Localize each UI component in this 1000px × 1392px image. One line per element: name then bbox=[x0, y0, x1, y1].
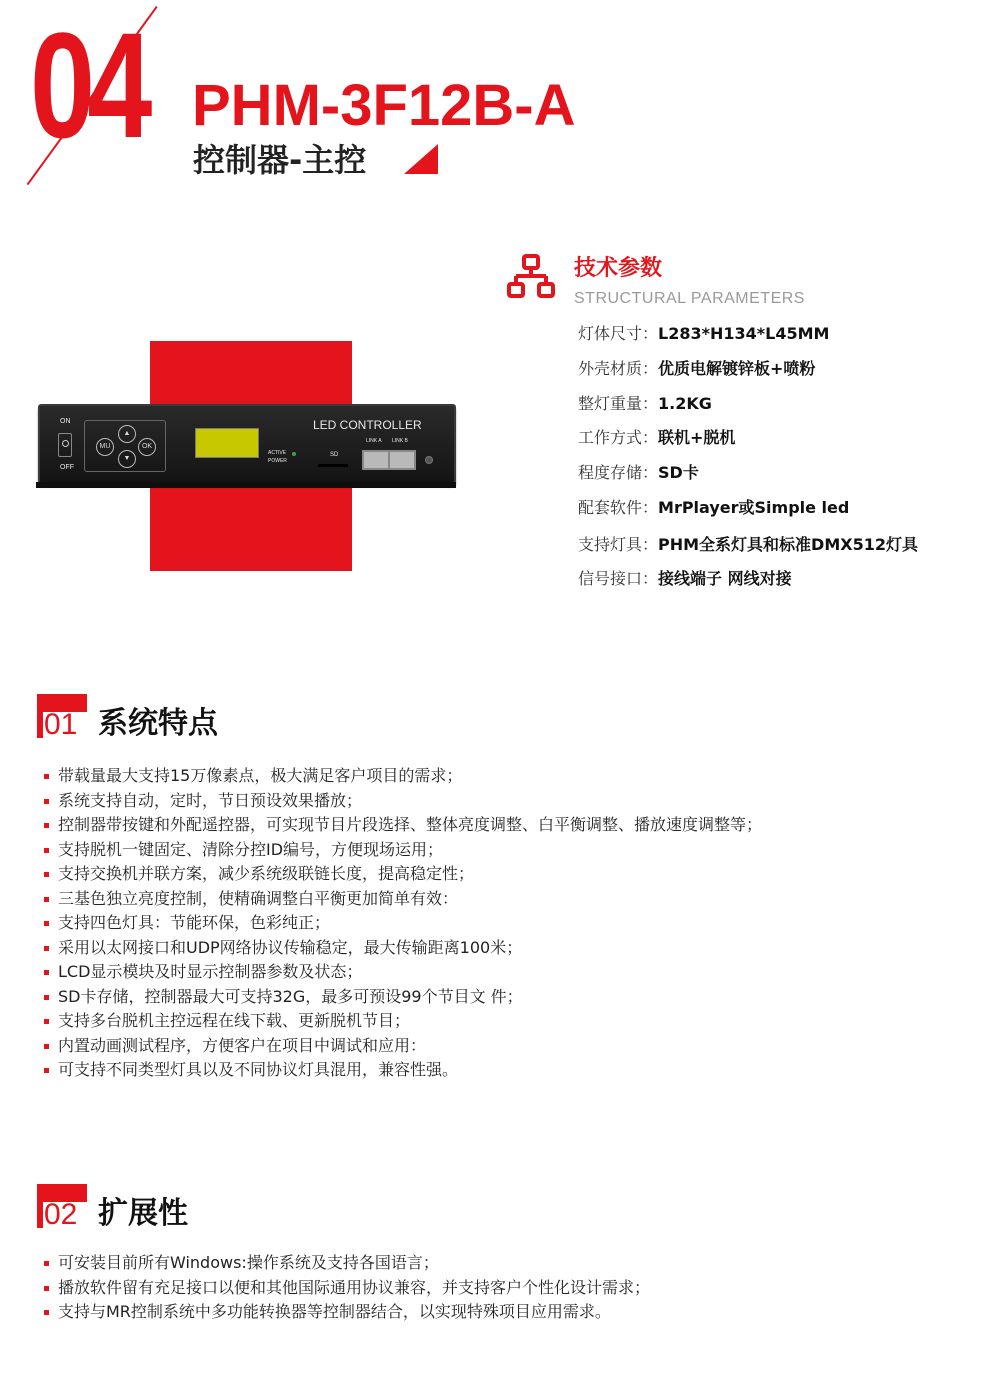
spec-value: MrPlayer或Simple led bbox=[658, 498, 850, 517]
list-item: 可支持不同类型灯具以及不同协议灯具混用，兼容性强。 bbox=[44, 1058, 762, 1083]
extension-list bbox=[44, 1251, 650, 1325]
spec-value: 联机+脱机 bbox=[658, 428, 736, 447]
spec-row bbox=[578, 535, 918, 555]
network-icon bbox=[506, 254, 556, 300]
sd-label: SD bbox=[330, 452, 339, 458]
specs-subtitle: STRUCTURAL PARAMETERS bbox=[574, 290, 805, 307]
list-item: 三基色独立亮度控制，使精确调整白平衡更加简单有效： bbox=[44, 887, 762, 912]
list-item: 支持脱机一键固定、清除分控ID编号，方便现场运用； bbox=[44, 838, 762, 863]
ok-button: OK bbox=[138, 438, 156, 456]
triangle-icon bbox=[404, 144, 438, 174]
spec-row bbox=[578, 498, 849, 518]
spec-row bbox=[578, 359, 815, 379]
list-item: 采用以太网接口和UDP网络协议传输稳定，最大传输距离100米； bbox=[44, 936, 762, 961]
link-a-label: LINK A bbox=[366, 438, 382, 444]
active-label: ACTIVE bbox=[268, 450, 287, 456]
spec-value: SD卡 bbox=[658, 463, 699, 482]
up-arrow-icon: ▲ bbox=[118, 425, 136, 443]
power-switch bbox=[58, 433, 72, 457]
mu-button: MU bbox=[96, 438, 114, 456]
spec-key: 支持灯具： bbox=[578, 535, 659, 554]
section-number-small: 01 bbox=[44, 708, 78, 741]
spec-row bbox=[578, 324, 829, 344]
product-model: PHM-3F12B-A bbox=[192, 73, 576, 138]
spec-value: 优质电解镀锌板+喷粉 bbox=[658, 359, 816, 378]
spec-key: 工作方式： bbox=[578, 428, 659, 447]
spec-key: 信号接口： bbox=[578, 569, 659, 588]
specs-title: 技术参数 bbox=[574, 256, 663, 281]
ethernet-port-b bbox=[388, 450, 416, 470]
list-item: 控制器带按键和外配遥控器，可实现节目片段选择、整体亮度调整、白平衡调整、播放速度调整等； bbox=[44, 813, 762, 838]
spec-value: PHM全系灯具和标准DMX512灯具 bbox=[658, 535, 918, 554]
list-item: 支持多台脱机主控远程在线下载、更新脱机节目； bbox=[44, 1009, 762, 1034]
spec-value: 接线端子 网线对接 bbox=[658, 569, 792, 588]
list-item: 支持四色灯具：节能环保，色彩纯正； bbox=[44, 911, 762, 936]
feature-list bbox=[44, 764, 762, 1083]
list-item: SD卡存储，控制器最大可支持32G，最多可预设99个节目文 件； bbox=[44, 985, 762, 1010]
device-label: LED CONTROLLER bbox=[313, 418, 422, 432]
list-item: 内置动画测试程序，方便客户在项目中调试和应用： bbox=[44, 1034, 762, 1059]
device-off-label: OFF bbox=[60, 464, 74, 471]
spec-value: L283*H134*L45MM bbox=[658, 324, 830, 343]
spec-row bbox=[578, 463, 699, 483]
down-arrow-icon: ▼ bbox=[118, 450, 136, 468]
status-led-icon bbox=[292, 452, 296, 456]
section-number-small: 02 bbox=[44, 1198, 78, 1231]
section-title: 扩展性 bbox=[98, 1196, 188, 1231]
list-item: 系统支持自动，定时，节日预设效果播放； bbox=[44, 789, 762, 814]
spec-key: 配套软件： bbox=[578, 498, 659, 517]
spec-row bbox=[578, 394, 712, 414]
product-subtitle: 控制器-主控 bbox=[193, 141, 367, 179]
device-on-label: ON bbox=[60, 418, 71, 425]
sd-slot bbox=[318, 464, 348, 467]
spec-key: 整灯重量： bbox=[578, 394, 659, 413]
device-base bbox=[36, 482, 456, 488]
lcd-display bbox=[195, 428, 259, 458]
list-item: 可安装目前所有Windows:操作系统及支持各国语言； bbox=[44, 1251, 650, 1276]
spec-key: 外壳材质： bbox=[578, 359, 659, 378]
section-number: 04 bbox=[30, 1, 145, 169]
section-title: 系统特点 bbox=[98, 706, 218, 741]
list-item: 支持交换机并联方案，减少系统级联链长度，提高稳定性； bbox=[44, 862, 762, 887]
spec-value: 1.2KG bbox=[658, 394, 712, 413]
spec-row bbox=[578, 569, 792, 589]
ir-receiver bbox=[425, 456, 433, 464]
list-item: 带载量最大支持15万像素点，极大满足客户项目的需求； bbox=[44, 764, 762, 789]
ethernet-port-a bbox=[362, 450, 390, 470]
list-item: LCD显示模块及时显示控制器参数及状态； bbox=[44, 960, 762, 985]
list-item: 支持与MR控制系统中多功能转换器等控制器结合，以实现特殊项目应用需求。 bbox=[44, 1300, 650, 1325]
spec-row bbox=[578, 428, 735, 448]
spec-key: 灯体尺寸： bbox=[578, 324, 659, 343]
list-item: 播放软件留有充足接口以便和其他国际通用协议兼容，并支持客户个性化设计需求； bbox=[44, 1276, 650, 1301]
power-label: POWER bbox=[268, 458, 287, 464]
spec-key: 程度存储： bbox=[578, 463, 659, 482]
link-b-label: LINK B bbox=[392, 438, 408, 444]
